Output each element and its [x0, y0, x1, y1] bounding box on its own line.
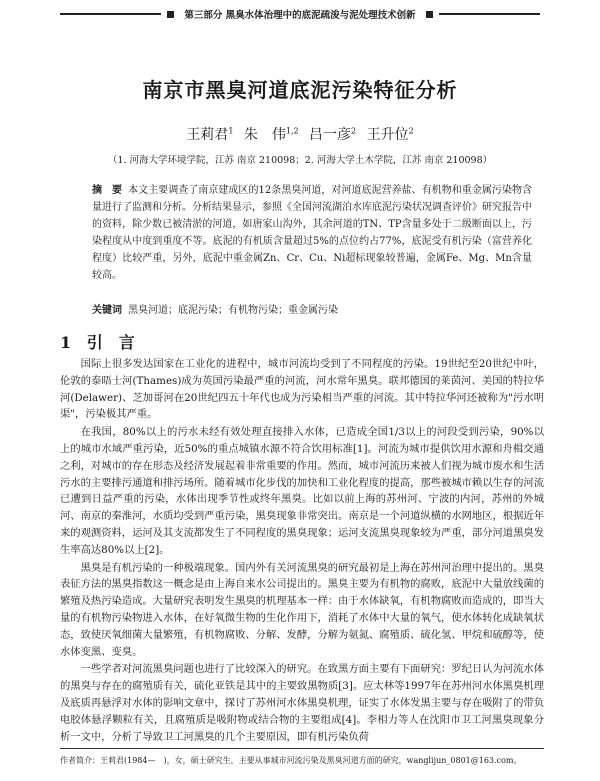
abstract-label: 摘 要	[92, 185, 123, 196]
abstract-text: 本文主要调查了南京建成区的12条黑臭河道，对河道底泥营养盐、有机物和重金属污染物含量进行了监测和分析。分析结果显示，参照《全国河流湖泊水库底泥污染状况调查评价》研究报告中的资料，除少数已被清淤的河道，如唐家山沟外，其余河道的TN、TP含量多处于二级断面以上，污染程度从中度到重度不等。底泥的有机质含量超过5%的点位约占77%，底泥受有机污染（富营养化程度）比较严重，另外，底泥中重金属Zn、Cr、Cu、Ni超标现象较普遍，金属Fe、Mg、Mn含量较高。	[92, 185, 532, 281]
paper-title: 南京市黑臭河道底泥污染特征分析	[142, 78, 458, 102]
keywords	[92, 301, 532, 316]
header-square-right	[426, 11, 433, 18]
running-header	[60, 6, 540, 22]
author: 王莉君$^1$	[186, 126, 234, 143]
affiliation: （1. 河海大学环境学院，江苏 南京 210098；2. 河海大学土木学院，江苏 南京 210098）	[107, 155, 493, 166]
paragraph: 黑臭是有机污染的一种极端现象。国内外有关河流黑臭的研究最初是上海在苏州河治理中提出的。黑臭表征方法的黑臭指数这一概念是由上海自来水公司提出的。黑臭主要为有机物的腐败，底泥中大量放线菌的繁殖及热污染造成。大量研究表明发生黑臭的机理基本一样：由于水体缺氧，有机物腐败而造成的，即当大量的有机物污染物进入水体，在好氧微生物的生化作用下，消耗了水体中大量的氧气，使水体转化成缺氧状态，致使厌氧细菌大量繁殖，有机物腐败、分解、发酵，分解为氨氮、腐殖质、硫化氢、甲烷和硫醇等，使水体变黑、变臭。	[60, 561, 544, 658]
paragraph: 在我国，80%以上的污水未经有效处理直接排入水体，已造成全国1/3以上的河段受到污染，90%以上的城市水域严重污染，近50%的重点城镇水源不符合饮用标准[1]。河流为城市提供饮用水源和舟楫交通之利，对城市的存在形态及经济发展起着非常重要的作用。然而，城市河流历来被人们视为城市废水和生活污水的主要排污通道和排污场所。随着城市化步伐的加快和工业化程度的提高，那些被城市赖以生存的河流已遭到日益严重的污染，水体出现季节性或终年黑臭。比如以前上海的苏州河、宁波的内河，苏州的外城河、南京的秦淮河，水质均受到严重污染，黑臭现象非常突出。南京是一个河道纵横的水网地区，根据近年来的观测资料，运河及其支流都发生了不同程度的黑臭现象；运河支流黑臭现象较为严重，部分河道黑臭发生率高达80%以上[2]。	[60, 426, 544, 556]
header-text: 第三部分 黑臭水体治理中的底泥疏浚与泥处理技术创新	[184, 10, 416, 21]
header-rule-left	[60, 13, 161, 15]
section-heading	[60, 330, 135, 353]
header-square-left	[167, 11, 174, 18]
paragraph: 一些学者对河流黑臭问题也进行了比较深入的研究。在致黑方面主要有下面研究：罗纪日认为河流水体的黑臭与存在的腐殖质有关，硫化亚铁是其中的主要致黑物质[3]。应太林等1997年在苏州河水体黑臭机理及底质再悬浮对水体的影响文章中，探讨了苏州河水体黑臭机理，证实了水体发黑主要与存在吸附了的带负电胶体悬浮颗粒有关，且腐殖质是吸附物或结合物的主要组成[4]。李相力等人在沈阳市卫工河黑臭现象分析一文中，分析了导致卫工河黑臭的几个主要原因，即有机污染负荷	[60, 663, 544, 743]
keywords-label: 关键词	[92, 305, 122, 316]
abstract	[92, 182, 532, 284]
section-number: 1	[60, 333, 72, 352]
author: 王升位$^2$	[366, 126, 414, 143]
paragraph: 国际上很多发达国家在工业化的进程中，城市河流均受到了不同程度的污染。19世纪至20世纪中叶，伦敦的泰晤士河(Thames)成为英国污染最严重的河流，河水常年黑臭。联邦德国的莱茵河、美国的特拉华河(Delawer)、芝加哥河在20世纪四五十年代也成为污染相当严重的河流。其中特拉华河还被称为"污水明渠"，污染极其严重。	[60, 358, 544, 421]
section-title: 引 言	[86, 333, 135, 352]
keywords-text: 黑臭河道；底泥污染；有机物污染；重金属污染	[128, 305, 338, 316]
header-rule-right	[439, 13, 540, 15]
author: 吕一彦$^2$	[309, 126, 357, 143]
author-footnote: 作者简介：王莉君(1984— )，女，硕士研究生，主要从事城市河流污染及黑臭河道方面的研究，wanglijun_0801@163.com。	[60, 748, 544, 766]
author: 朱 伟$^{1,2}$	[243, 126, 299, 143]
body-text	[60, 356, 544, 746]
author-list	[0, 124, 600, 144]
